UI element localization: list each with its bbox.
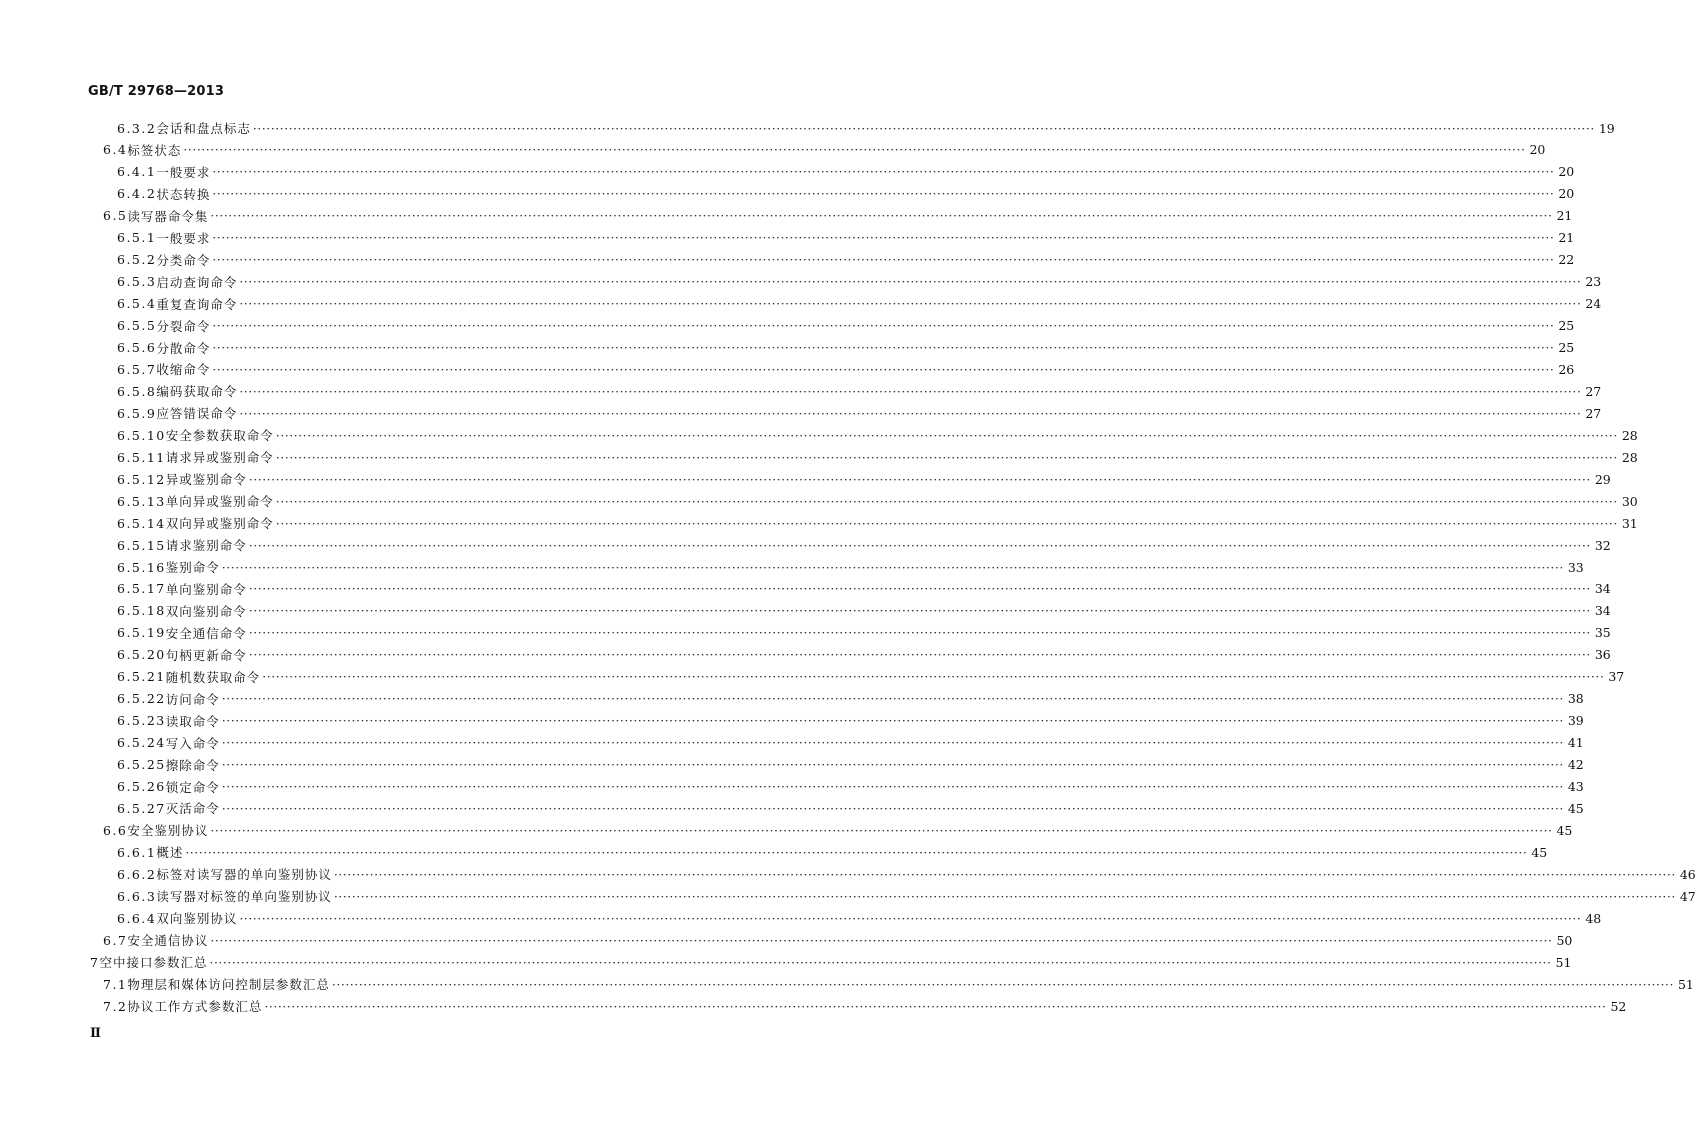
toc-entry[interactable] bbox=[0, 556, 1584, 578]
toc-entry[interactable] bbox=[0, 995, 1627, 1017]
toc-entry-page: 19 bbox=[1598, 120, 1615, 136]
toc-entry-number: 7 bbox=[90, 954, 100, 970]
toc-entry-page: 28 bbox=[1621, 427, 1638, 443]
toc-entry[interactable] bbox=[0, 688, 1584, 710]
toc-entry[interactable] bbox=[0, 578, 1611, 600]
toc-entry-title: 物理层和媒体访问控制层参数汇总 bbox=[127, 977, 330, 993]
toc-leader-dots: ············································································································································································································································································································ bbox=[333, 866, 1676, 882]
toc-entry-page: 52 bbox=[1610, 998, 1627, 1014]
toc-entry-page: 47 bbox=[1679, 888, 1696, 904]
toc-entry-number: 6.7 bbox=[103, 932, 128, 948]
toc-entry-number: 6.5.15 bbox=[117, 537, 166, 553]
toc-leader-dots: ············································································································································································································································································································ bbox=[275, 449, 1618, 465]
toc-entry-number: 6.3.2 bbox=[117, 120, 157, 136]
toc-entry-title: 锁定命令 bbox=[165, 779, 220, 795]
toc-entry[interactable] bbox=[0, 205, 1573, 227]
toc-entry[interactable] bbox=[0, 951, 1572, 973]
toc-entry-title: 分类命令 bbox=[156, 252, 211, 268]
toc-entry-page: 23 bbox=[1585, 274, 1602, 290]
toc-entry-page: 20 bbox=[1558, 186, 1575, 202]
toc-entry-number: 6.5.23 bbox=[117, 713, 166, 729]
toc-entry[interactable] bbox=[0, 227, 1575, 249]
toc-entry-number: 6.6.4 bbox=[117, 910, 157, 926]
toc-entry-page: 35 bbox=[1594, 625, 1611, 641]
toc-leader-dots: ············································································································································································································································································································ bbox=[212, 164, 1555, 180]
toc-entry-title: 收缩命令 bbox=[156, 362, 211, 378]
toc-entry-title: 擦除命令 bbox=[165, 757, 220, 773]
toc-entry[interactable] bbox=[0, 293, 1602, 315]
toc-entry-number: 6.5.3 bbox=[117, 274, 157, 290]
toc-leader-dots: ············································································································································································································································································································ bbox=[212, 186, 1555, 202]
toc-entry-title: 灭活命令 bbox=[165, 801, 220, 817]
toc-leader-dots: ············································································································································································································································································································ bbox=[275, 493, 1618, 509]
toc-entry-title: 双向鉴别命令 bbox=[165, 603, 247, 619]
toc-entry-page: 28 bbox=[1621, 449, 1638, 465]
toc-entry-number: 6.6.2 bbox=[117, 866, 157, 882]
toc-entry-number: 6.5.9 bbox=[117, 405, 157, 421]
toc-entry-number: 6.5.10 bbox=[117, 427, 166, 443]
toc-entry-title: 请求异或鉴别命令 bbox=[165, 450, 274, 466]
toc-entry[interactable] bbox=[0, 776, 1584, 798]
toc-leader-dots: ············································································································································································································································································································ bbox=[221, 713, 1564, 729]
toc-entry-page: 30 bbox=[1621, 493, 1638, 509]
toc-entry[interactable] bbox=[0, 380, 1602, 402]
toc-leader-dots: ············································································································································································································································································································ bbox=[209, 954, 1552, 970]
toc-entry[interactable] bbox=[0, 819, 1573, 841]
toc-entry-page: 25 bbox=[1558, 340, 1575, 355]
toc-entry[interactable] bbox=[0, 622, 1611, 644]
toc-entry-title: 读写器对标签的单向鉴别协议 bbox=[156, 889, 332, 905]
toc-entry-number: 6.4.2 bbox=[117, 186, 157, 202]
toc-entry[interactable] bbox=[0, 490, 1638, 512]
toc-entry-page: 37 bbox=[1608, 669, 1625, 685]
toc-entry[interactable] bbox=[0, 117, 1615, 139]
toc-entry-page: 50 bbox=[1556, 932, 1573, 948]
toc-entry-title: 分裂命令 bbox=[156, 318, 211, 334]
toc-entry-title: 写入命令 bbox=[165, 735, 220, 751]
toc-entry-page: 45 bbox=[1531, 844, 1548, 860]
toc-entry-title: 异或鉴别命令 bbox=[165, 472, 247, 488]
toc-entry-title: 会话和盘点标志 bbox=[156, 121, 251, 136]
toc-leader-dots: ············································································································································································································································································································ bbox=[239, 910, 1582, 926]
toc-entry[interactable] bbox=[0, 732, 1584, 754]
toc-entry-number: 6.4.1 bbox=[117, 164, 157, 180]
toc-entry-number: 6.5.22 bbox=[117, 691, 166, 707]
toc-entry-page: 22 bbox=[1558, 252, 1575, 268]
toc-entry[interactable] bbox=[0, 271, 1602, 293]
toc-leader-dots: ············································································································································································································································································································ bbox=[248, 581, 1591, 597]
toc-entry-title: 双向异或鉴别命令 bbox=[165, 516, 274, 532]
toc-leader-dots: ············································································································································································································································································································ bbox=[248, 625, 1591, 641]
toc-entry-number: 6.5.24 bbox=[117, 735, 166, 751]
toc-entry-title: 安全参数获取命令 bbox=[165, 428, 274, 444]
toc-entry-page: 33 bbox=[1567, 559, 1584, 575]
toc-entry[interactable] bbox=[0, 644, 1611, 666]
toc-entry-page: 27 bbox=[1585, 405, 1602, 421]
document-code-header: GB/T 29768—2013 bbox=[88, 84, 225, 99]
toc-entry-title: 空中接口参数汇总 bbox=[99, 955, 208, 971]
toc-entry-title: 概述 bbox=[156, 845, 184, 861]
toc-leader-dots: ············································································································································································································································································································ bbox=[210, 822, 1553, 838]
toc-entry-number: 6.4 bbox=[103, 142, 128, 158]
toc-entry-page: 43 bbox=[1567, 779, 1584, 794]
toc-entry-page: 34 bbox=[1594, 603, 1611, 619]
toc-entry[interactable] bbox=[0, 337, 1575, 359]
toc-entry-number: 7.2 bbox=[103, 998, 128, 1014]
toc-entry-page: 29 bbox=[1594, 471, 1611, 487]
toc-entry-page: 48 bbox=[1585, 910, 1602, 926]
toc-entry-page: 34 bbox=[1594, 581, 1611, 597]
toc-entry-number: 6.5.12 bbox=[117, 471, 166, 487]
toc-entry[interactable] bbox=[0, 907, 1602, 929]
toc-entry-number: 6.5.13 bbox=[117, 493, 166, 509]
toc-entry-page: 51 bbox=[1555, 954, 1572, 970]
toc-leader-dots: ············································································································································································································································································································ bbox=[248, 471, 1591, 487]
toc-entry-title: 双向鉴别协议 bbox=[156, 911, 238, 927]
toc-entry-number: 6.5.4 bbox=[117, 296, 157, 312]
toc-entry-number: 6.5.7 bbox=[117, 361, 157, 377]
toc-leader-dots: ············································································································································································································································································································ bbox=[239, 274, 1582, 290]
toc-entry-number: 6.5.5 bbox=[117, 318, 157, 334]
toc-leader-dots: ············································································································································································································································································································ bbox=[185, 844, 1528, 860]
toc-entry-title: 标签对读写器的单向鉴别协议 bbox=[156, 867, 332, 883]
toc-leader-dots: ············································································································································································································································································································ bbox=[275, 515, 1618, 531]
toc-entry[interactable] bbox=[0, 710, 1584, 732]
toc-entry-number: 6.5.14 bbox=[117, 515, 166, 531]
toc-entry[interactable] bbox=[0, 600, 1611, 622]
toc-leader-dots: ············································································································································································································································································································ bbox=[248, 537, 1591, 553]
toc-entry-title: 访问命令 bbox=[165, 691, 220, 707]
toc-entry-number: 6.5.18 bbox=[117, 603, 166, 619]
toc-leader-dots: ············································································································································································································································································································ bbox=[221, 757, 1564, 773]
toc-entry-number: 6.5.19 bbox=[117, 625, 166, 641]
toc-entry[interactable] bbox=[0, 315, 1575, 337]
toc-entry-number: 6.5.8 bbox=[117, 383, 157, 399]
page-number-footer: Ⅱ bbox=[90, 1026, 101, 1041]
toc-leader-dots: ············································································································································································································································································································ bbox=[239, 383, 1582, 399]
toc-entry[interactable] bbox=[0, 841, 1548, 863]
toc-entry-number: 6.6 bbox=[103, 822, 128, 838]
toc-entry[interactable] bbox=[0, 446, 1638, 468]
toc-leader-dots: ············································································································································································································································································································ bbox=[212, 252, 1555, 268]
toc-entry-page: 26 bbox=[1558, 361, 1575, 377]
toc-leader-dots: ············································································································································································································································································································ bbox=[331, 976, 1674, 992]
toc-entry-page: 45 bbox=[1567, 800, 1584, 816]
toc-entry-page: 24 bbox=[1585, 296, 1602, 312]
toc-entry-title: 单向鉴别命令 bbox=[165, 581, 247, 597]
toc-entry-title: 安全通信命令 bbox=[165, 625, 247, 641]
toc-entry-page: 21 bbox=[1556, 208, 1573, 224]
toc-entry-title: 协议工作方式参数汇总 bbox=[127, 999, 263, 1014]
toc-entry-number: 6.6.1 bbox=[117, 844, 157, 860]
toc-entry[interactable] bbox=[0, 424, 1638, 446]
toc-entry[interactable] bbox=[0, 512, 1638, 534]
toc-entry-page: 32 bbox=[1594, 537, 1611, 553]
toc-leader-dots: ············································································································································································································································································································ bbox=[333, 888, 1676, 904]
toc-entry-title: 重复查询命令 bbox=[156, 296, 238, 312]
toc-entry[interactable] bbox=[0, 468, 1611, 490]
toc-entry-title: 一般要求 bbox=[156, 164, 211, 180]
toc-entry-number: 6.6.3 bbox=[117, 888, 157, 904]
toc-entry-number: 6.5.27 bbox=[117, 800, 166, 816]
toc-entry[interactable] bbox=[0, 885, 1696, 907]
toc-entry-title: 鉴别命令 bbox=[165, 560, 220, 575]
toc-entry-number: 6.5.16 bbox=[117, 559, 166, 575]
toc-entry[interactable] bbox=[0, 973, 1694, 995]
toc-entry-title: 安全鉴别协议 bbox=[127, 823, 209, 839]
toc-entry[interactable] bbox=[0, 249, 1575, 271]
toc-leader-dots: ············································································································································································································································································································ bbox=[221, 559, 1564, 575]
toc-entry[interactable] bbox=[0, 534, 1611, 556]
toc-leader-dots: ············································································································································································································································································································ bbox=[212, 318, 1555, 334]
toc-entry-title: 读取命令 bbox=[165, 713, 220, 729]
toc-entry-page: 20 bbox=[1529, 142, 1546, 158]
toc-leader-dots: ············································································································································································································································································································ bbox=[275, 427, 1618, 443]
toc-entry-title: 单向异或鉴别命令 bbox=[165, 494, 274, 510]
toc-entry-number: 6.5.1 bbox=[117, 230, 157, 246]
toc-entry[interactable] bbox=[0, 161, 1575, 183]
toc-leader-dots: ············································································································································································································································································································ bbox=[248, 647, 1591, 663]
toc-leader-dots: ············································································································································································································································································································ bbox=[221, 735, 1564, 751]
toc-entry[interactable] bbox=[0, 754, 1584, 776]
toc-entry-page: 20 bbox=[1558, 164, 1575, 180]
toc-entry-page: 41 bbox=[1567, 735, 1584, 751]
toc-entry-page: 36 bbox=[1594, 647, 1611, 663]
toc-entry-page: 39 bbox=[1567, 713, 1584, 729]
toc-entry[interactable] bbox=[0, 929, 1573, 951]
toc-entry[interactable] bbox=[0, 797, 1584, 819]
toc-entry-page: 21 bbox=[1558, 230, 1575, 246]
toc-leader-dots: ············································································································································································································································································································ bbox=[221, 779, 1564, 794]
toc-entry-number: 6.5.25 bbox=[117, 757, 166, 773]
toc-entry-title: 标签状态 bbox=[127, 142, 182, 158]
toc-entry-number: 6.5.6 bbox=[117, 340, 157, 355]
toc-leader-dots: ············································································································································································································································································································ bbox=[252, 120, 1595, 136]
toc-entry-title: 请求鉴别命令 bbox=[165, 538, 247, 554]
toc-entry-number: 6.5.21 bbox=[117, 669, 166, 685]
toc-entry-title: 句柄更新命令 bbox=[165, 647, 247, 663]
toc-entry-title: 应答错误命令 bbox=[156, 406, 238, 422]
toc-entry-title: 编码获取命令 bbox=[156, 384, 238, 400]
toc-entry[interactable] bbox=[0, 139, 1546, 161]
toc-entry-number: 6.5 bbox=[103, 208, 128, 224]
toc-entry-title: 启动查询命令 bbox=[156, 274, 238, 290]
toc-entry-page: 45 bbox=[1556, 822, 1573, 838]
toc-entry[interactable] bbox=[0, 358, 1575, 380]
toc-entry-number: 6.5.26 bbox=[117, 779, 166, 794]
toc-entry-page: 42 bbox=[1567, 757, 1584, 773]
toc-leader-dots: ············································································································································································································································································································ bbox=[262, 669, 1605, 685]
toc-entry-title: 分散命令 bbox=[156, 340, 211, 356]
toc-leader-dots: ············································································································································································································································································································ bbox=[183, 142, 1526, 158]
toc-leader-dots: ············································································································································································································································································································ bbox=[264, 998, 1607, 1014]
toc-entry-title: 读写器命令集 bbox=[127, 208, 209, 224]
toc-entry-page: 25 bbox=[1558, 318, 1575, 334]
toc-leader-dots: ············································································································································································································································································································ bbox=[210, 208, 1553, 224]
toc-leader-dots: ············································································································································································································································································································ bbox=[248, 603, 1591, 619]
toc-leader-dots: ············································································································································································································································································································ bbox=[212, 340, 1555, 355]
toc-leader-dots: ············································································································································································································································································································ bbox=[212, 230, 1555, 246]
toc-leader-dots: ············································································································································································································································································································ bbox=[239, 405, 1582, 421]
toc-entry-number: 6.5.2 bbox=[117, 252, 157, 268]
toc-leader-dots: ············································································································································································································································································································ bbox=[210, 932, 1553, 948]
toc-entry[interactable] bbox=[0, 402, 1602, 424]
toc-entry-page: 31 bbox=[1621, 515, 1638, 531]
toc-entry-number: 6.5.11 bbox=[117, 449, 166, 465]
toc-leader-dots: ············································································································································································································································································································ bbox=[221, 800, 1564, 816]
toc-leader-dots: ············································································································································································································································································································ bbox=[239, 296, 1582, 312]
toc-entry[interactable] bbox=[0, 666, 1625, 688]
toc-entry-page: 27 bbox=[1585, 383, 1602, 399]
toc-entry-title: 状态转换 bbox=[156, 186, 211, 202]
toc-entry-page: 51 bbox=[1677, 976, 1694, 992]
toc-leader-dots: ············································································································································································································································································································ bbox=[221, 691, 1564, 707]
toc-entry[interactable] bbox=[0, 183, 1575, 205]
toc-entry-page: 38 bbox=[1567, 691, 1584, 707]
toc-entry-number: 6.5.20 bbox=[117, 647, 166, 663]
toc-entry-page: 46 bbox=[1679, 866, 1696, 882]
toc-leader-dots: ············································································································································································································································································································ bbox=[212, 361, 1555, 377]
toc-entry-number: 6.5.17 bbox=[117, 581, 166, 597]
toc-entry-title: 一般要求 bbox=[156, 230, 211, 246]
toc-entry[interactable] bbox=[0, 863, 1696, 885]
toc-entry-title: 随机数获取命令 bbox=[165, 669, 261, 685]
toc-entry-number: 7.1 bbox=[103, 976, 128, 992]
toc-entry-title: 安全通信协议 bbox=[127, 933, 209, 949]
